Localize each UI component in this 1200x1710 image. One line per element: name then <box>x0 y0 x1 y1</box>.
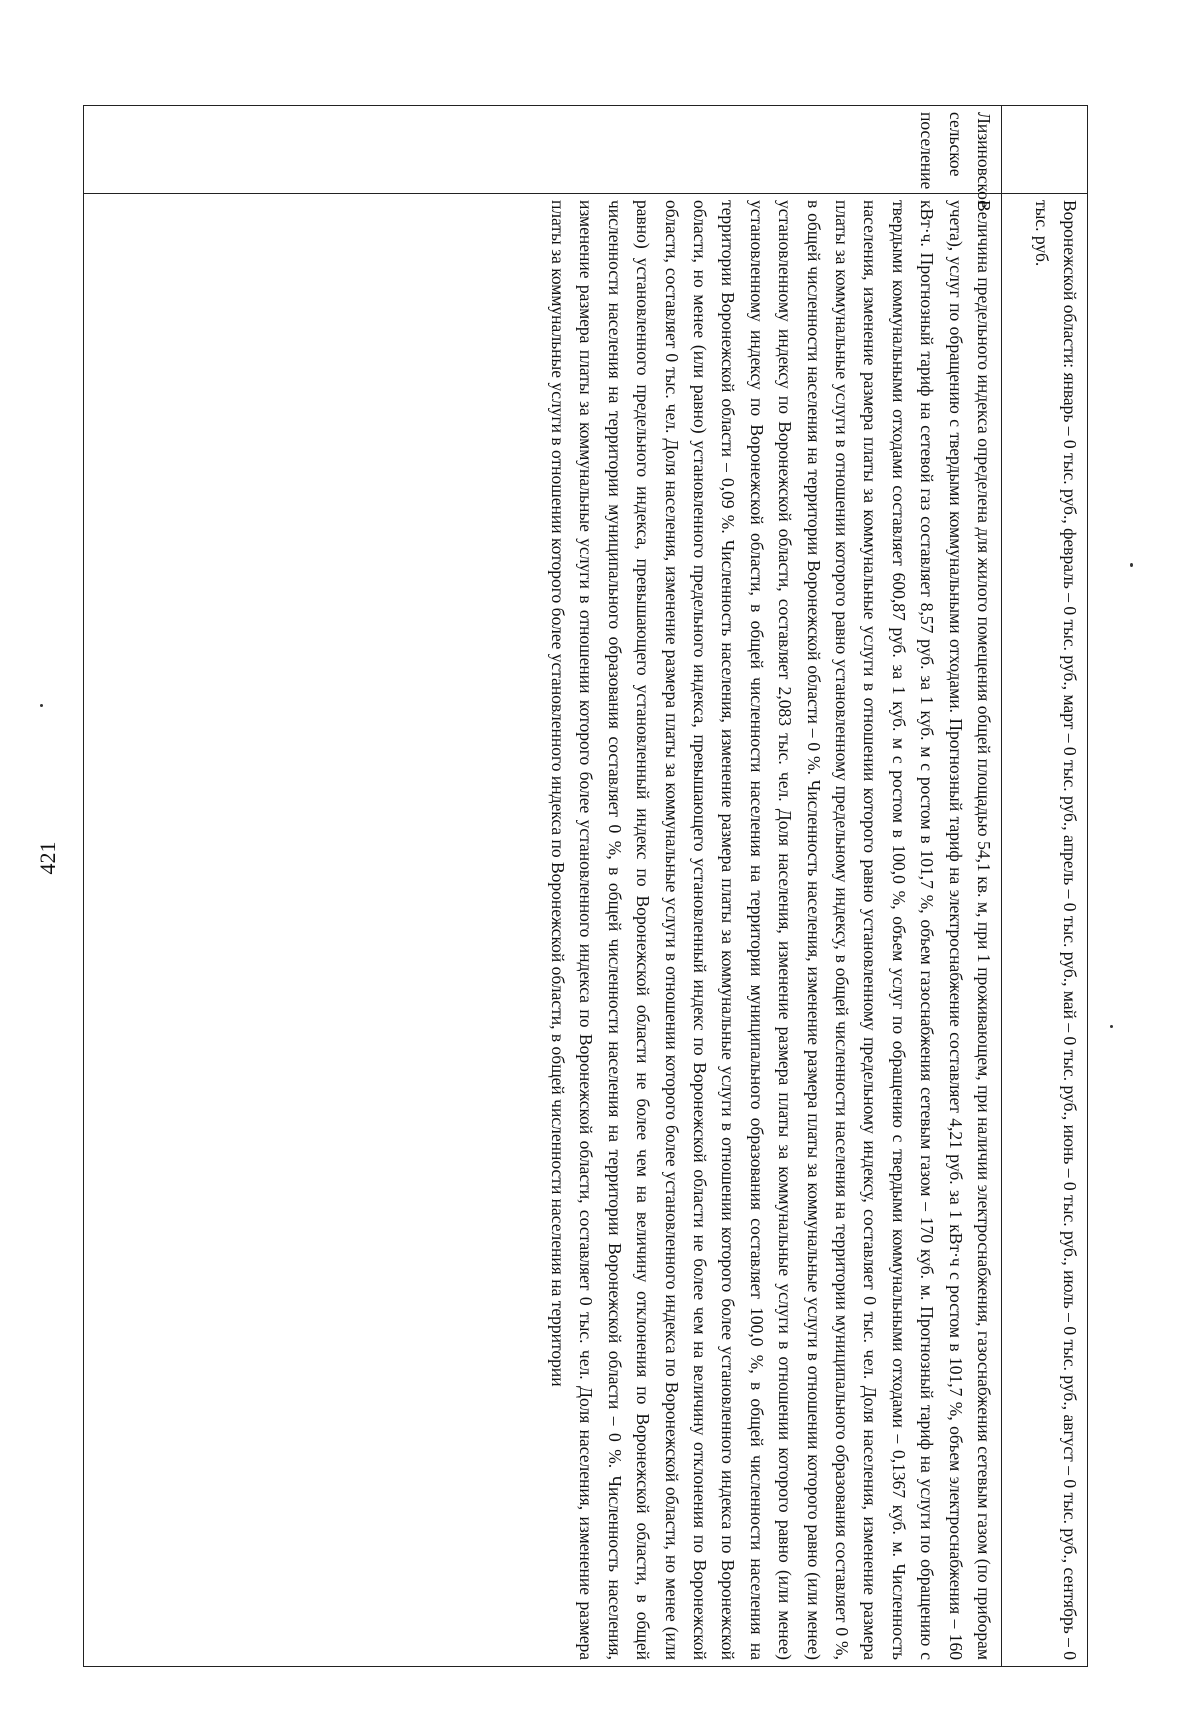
scan-speck <box>40 704 43 707</box>
rotated-table-container <box>83 105 1088 1660</box>
scan-speck <box>1130 563 1133 567</box>
table-cell-municipality <box>1002 106 1088 194</box>
scan-speck <box>1110 1025 1113 1028</box>
indicator-table <box>83 105 1088 1667</box>
table-row <box>1002 106 1088 1667</box>
table-cell-description: Величина предельного индекса определена для жилого помещения общей площадью 54,1 кв. м, при 1 проживающем, при наличии электроснабжения, газоснабжения сетевым газом (по приборам учета), услуг по обращению с твердыми коммунальными отходами. Прогнозный тариф на электроснабжение составляет 4,21 руб. за 1 кВт·ч с ростом в 101,7 %, объем электроснабжения – 160 кВт·ч. Прогнозный тариф на сетевой газ составляет 8,57 руб. за 1 куб. м с ростом в 101,7 %, объем газоснабжения сетевым газом – 170 куб. м. Прогнозный тариф на услуги по обращению с твердыми коммунальными отходами составляет 600,87 руб. за 1 куб. м с ростом в 100,0 %, объем услуг по обращению с твердыми коммунальными отходами – 0,1367 куб. м. Численность населения, изменение размера платы за коммунальные услуги в отношении которого равно установленному предельному индексу, составляет 0 тыс. чел. Доля населения, изменение размера платы за коммунальные услуги в отношении которого равно установленному предельному индексу, в общей численности населения на территории муниципального образования составляет 0 %, в общей численности населения на территории Воронежской области – 0 %. Численность населения, изменение размера платы за коммунальные услуги в отношении которого равно (или менее) установленному индексу по Воронежской области, составляет 2,083 тыс. чел. Доля населения, изменение размера платы за коммунальные услуги в отношении которого равно (или менее) установленному индексу по Воронежской области, в общей численности населения на территории муниципального образования составляет 100,0 %, в общей численности населения на территории Воронежской области – 0,09 %. Численность населения, изменение размера платы за коммунальные услуги в отношении которого более установленного индекса по Воронежской области, но менее (или равно) установленного предельного индекса, превышающего установленный индекс по Воронежской области не более чем на величину отклонения по Воронежской области, составляет 0 тыс. чел. Доля населения, изменение размера платы за коммунальные услуги в отношении которого более установленного индекса по Воронежской области, но менее (или равно) установленного предельного индекса, превышающего установленный индекс по Воронежской области не более чем на величину отклонения по Воронежской области, в общей численности населения на территории муниципального образования составляет 0 %, в общей численности населения на территории Воронежской области – 0 %. Численность населения, изменение размера платы за коммунальные услуги в отношении которого более установленного индекса по Воронежской области, составляет 0 тыс. чел. Доля населения, изменение размера платы за коммунальные услуги в отношении которого более установленного индекса по Воронежской области, в общей численности населения на территории <box>84 194 1002 1667</box>
table-cell-description: Воронежской области: январь – 0 тыс. руб., февраль – 0 тыс. руб., март – 0 тыс. руб., апрель – 0 тыс. руб., май – 0 тыс. руб., июнь – 0 тыс. руб., июль – 0 тыс. руб., август – 0 тыс. руб., сентябрь – 0 тыс. руб. <box>1002 194 1088 1667</box>
table-cell-municipality: Лизиновское сельское поселение <box>84 106 1002 194</box>
table-row <box>84 106 1002 1667</box>
page-number: 421 <box>35 841 60 875</box>
